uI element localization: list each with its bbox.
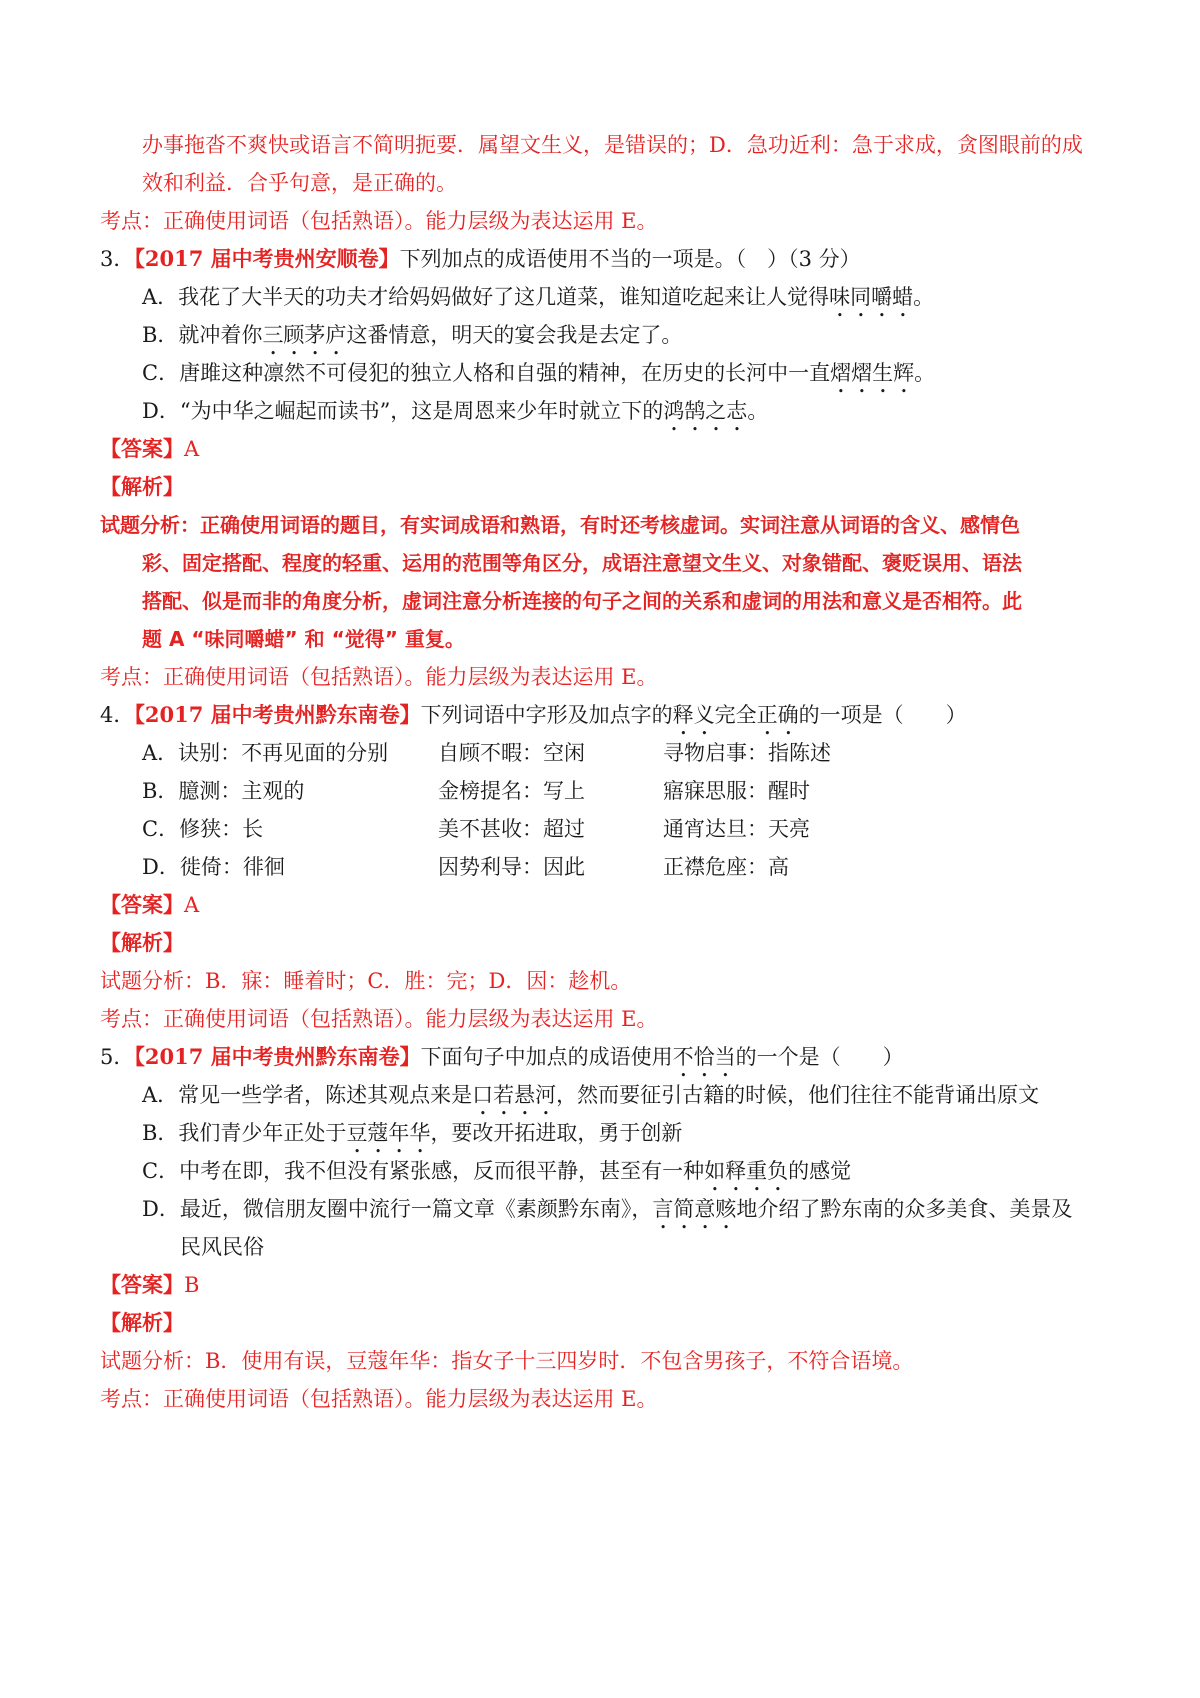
q4-b-item-1: B．臆测：主观的	[142, 779, 305, 803]
q5-option-d-cont: 民风民俗	[180, 1235, 264, 1259]
q3-analysis-tag: 【解析】	[100, 474, 184, 499]
q5-c-text: C．中考在即，我不但没有紧张感，反而很平静，甚至有一种	[142, 1159, 705, 1183]
q5-kaodian: 考点：正确使用词语（包括熟语）。能力层级为表达运用 E。	[100, 1387, 658, 1411]
q4-analysis: 试题分析：B．寐：睡着时；C．胜：完；D．因：趁机。	[100, 969, 632, 993]
q3-source: 【2017 届中考贵州安顺卷】	[134, 246, 400, 271]
q4-answer	[100, 890, 199, 920]
q3-a-end: 。	[913, 285, 935, 309]
q3-analysis-line-1: 试题分析：正确使用词语的题目，有实词成语和熟语，有时还考核虚词。实词注意从词语的含义、感情色	[100, 513, 1020, 537]
q4-c-item-2: 美不甚收：超过	[438, 817, 585, 841]
q3-option-c	[142, 358, 935, 398]
q3-answer-value: A	[184, 437, 200, 461]
q5-c-end: 的感觉	[788, 1159, 852, 1183]
q4-stem-dotted-1: 释义	[672, 703, 715, 727]
q5-b-dotted: 豆蔻年华	[346, 1121, 431, 1145]
q4-a-item-3: 寻物启事：指陈述	[663, 741, 831, 765]
q3-answer-tag: 【答案】	[100, 436, 184, 461]
q4-answer-tag: 【答案】	[100, 892, 184, 917]
q5-answer	[100, 1270, 199, 1300]
q5-d-text: D．最近，微信朋友圈中流行一篇文章《素颜黔东南》，	[142, 1197, 653, 1221]
q4-d-item-3: 正襟危座：高	[663, 855, 789, 879]
q5-a-dotted: 口若悬河	[472, 1083, 557, 1107]
q4-stem-end: 的一项是（ ）	[798, 703, 967, 727]
q3-number: 3．	[100, 247, 135, 271]
q3-analysis-line-3: 搭配、似是而非的角度分析，虚词注意分析连接的句子之间的关系和虚词的用法和意义是否相符。此	[142, 589, 1022, 613]
q4-analysis-tag: 【解析】	[100, 930, 184, 955]
q3-stem	[100, 244, 861, 274]
q3-a-dotted: 味同嚼蜡	[829, 285, 914, 309]
q4-d-item-1: D．徙倚：徘徊	[142, 855, 285, 879]
q4-kaodian: 考点：正确使用词语（包括熟语）。能力层级为表达运用 E。	[100, 1007, 658, 1031]
q5-analysis-tag: 【解析】	[100, 1310, 184, 1335]
q5-d-dotted: 言简意赅	[652, 1197, 737, 1221]
q4-stem	[100, 700, 967, 740]
q3-c-text: C．唐雎这种凛然不可侵犯的独立人格和自强的精神，在历史的长河中一直	[142, 361, 831, 385]
q5-stem-dotted: 不恰当	[672, 1045, 736, 1069]
q5-option-a	[142, 1080, 1039, 1120]
q5-d-end: 地介绍了黔东南的众多美食、美景及	[736, 1197, 1073, 1221]
q5-a-text: A．常见一些学者，陈述其观点来是	[142, 1083, 473, 1107]
q3-c-end: 。	[914, 361, 936, 385]
q3-stem-text: 下列加点的成语使用不当的一项是。（ ）（3 分）	[399, 247, 861, 271]
q3-kaodian: 考点：正确使用词语（包括熟语）。能力层级为表达运用 E。	[100, 665, 658, 689]
q3-b-dotted: 三顾茅庐	[262, 323, 347, 347]
q3-d-end: 。	[747, 399, 769, 423]
q3-answer	[100, 434, 199, 464]
q4-b-item-3: 寤寐思服：醒时	[663, 779, 810, 803]
q3-d-dotted: 鸿鹄之志	[663, 399, 748, 423]
q4-number: 4．	[100, 703, 135, 727]
q5-b-end: ，要改开拓进取，勇于创新	[430, 1121, 683, 1145]
q4-c-item-1: C．修狭：长	[142, 817, 264, 841]
q3-analysis-line-4: 题 A “味同嚼蜡” 和 “觉得” 重复。	[142, 627, 465, 651]
prev-analysis-line-2: 效和利益．合乎句意，是正确的。	[142, 171, 457, 195]
q3-a-text: A．我花了大半天的功夫才给妈妈做好了这几道菜，谁知道吃起来让人觉得	[142, 285, 830, 309]
q3-b-text: B．就冲着你	[142, 323, 263, 347]
q3-b-end: 这番情意，明天的宴会我是去定了。	[346, 323, 683, 347]
q5-option-d	[142, 1194, 1072, 1234]
q4-c-item-3: 通宵达旦：天亮	[663, 817, 810, 841]
q5-a-end: ，然而要征引古籍的时候，他们往往不能背诵出原文	[556, 1083, 1040, 1107]
q5-stem-text: 下面句子中加点的成语使用	[420, 1045, 673, 1069]
q3-option-d	[142, 396, 768, 436]
q3-option-b	[142, 320, 682, 360]
q5-number: 5．	[100, 1045, 135, 1069]
q5-option-c	[142, 1156, 851, 1196]
q5-answer-tag: 【答案】	[100, 1272, 184, 1297]
q4-b-item-2: 金榜提名：写上	[438, 779, 585, 803]
q3-c-dotted: 熠熠生辉	[830, 361, 915, 385]
q4-stem-text: 下列词语中字形及加点字的	[420, 703, 673, 727]
prev-kaodian: 考点：正确使用词语（包括熟语）。能力层级为表达运用 E。	[100, 209, 658, 233]
q4-a-item-2: 自顾不暇：空闲	[438, 741, 585, 765]
prev-analysis-line-1: 办事拖沓不爽快或语言不简明扼要．属望文生义，是错误的；D．急功近利：急于求成，贪图眼前的成	[142, 133, 1083, 157]
q4-stem-dotted-2: 正确	[756, 703, 799, 727]
q4-answer-value: A	[184, 893, 200, 917]
q5-stem	[100, 1042, 904, 1082]
q3-d-text: D．“为中华之崛起而读书”，这是周恩来少年时就立下的	[142, 399, 664, 423]
q4-a-item-1: A．诀别：不再见面的分别	[142, 741, 389, 765]
q5-answer-value: B	[184, 1273, 200, 1297]
q5-option-b	[142, 1118, 682, 1158]
q3-option-a	[142, 282, 934, 322]
q5-analysis: 试题分析：B．使用有误，豆蔻年华：指女子十三四岁时．不包含男孩子，不符合语境。	[100, 1349, 914, 1373]
q4-source: 【2017 届中考贵州黔东南卷】	[134, 702, 421, 727]
q5-source: 【2017 届中考贵州黔东南卷】	[134, 1044, 421, 1069]
q4-stem-mid: 完全	[714, 703, 757, 727]
q4-d-item-2: 因势利导：因此	[438, 855, 585, 879]
q5-c-dotted: 如释重负	[704, 1159, 789, 1183]
q3-analysis-line-2: 彩、固定搭配、程度的轻重、运用的范围等角区分，成语注意望文生义、对象错配、褒贬误用、语法	[142, 551, 1022, 575]
q5-b-text: B．我们青少年正处于	[142, 1121, 347, 1145]
q5-stem-end: 的一个是（ ）	[735, 1045, 904, 1069]
